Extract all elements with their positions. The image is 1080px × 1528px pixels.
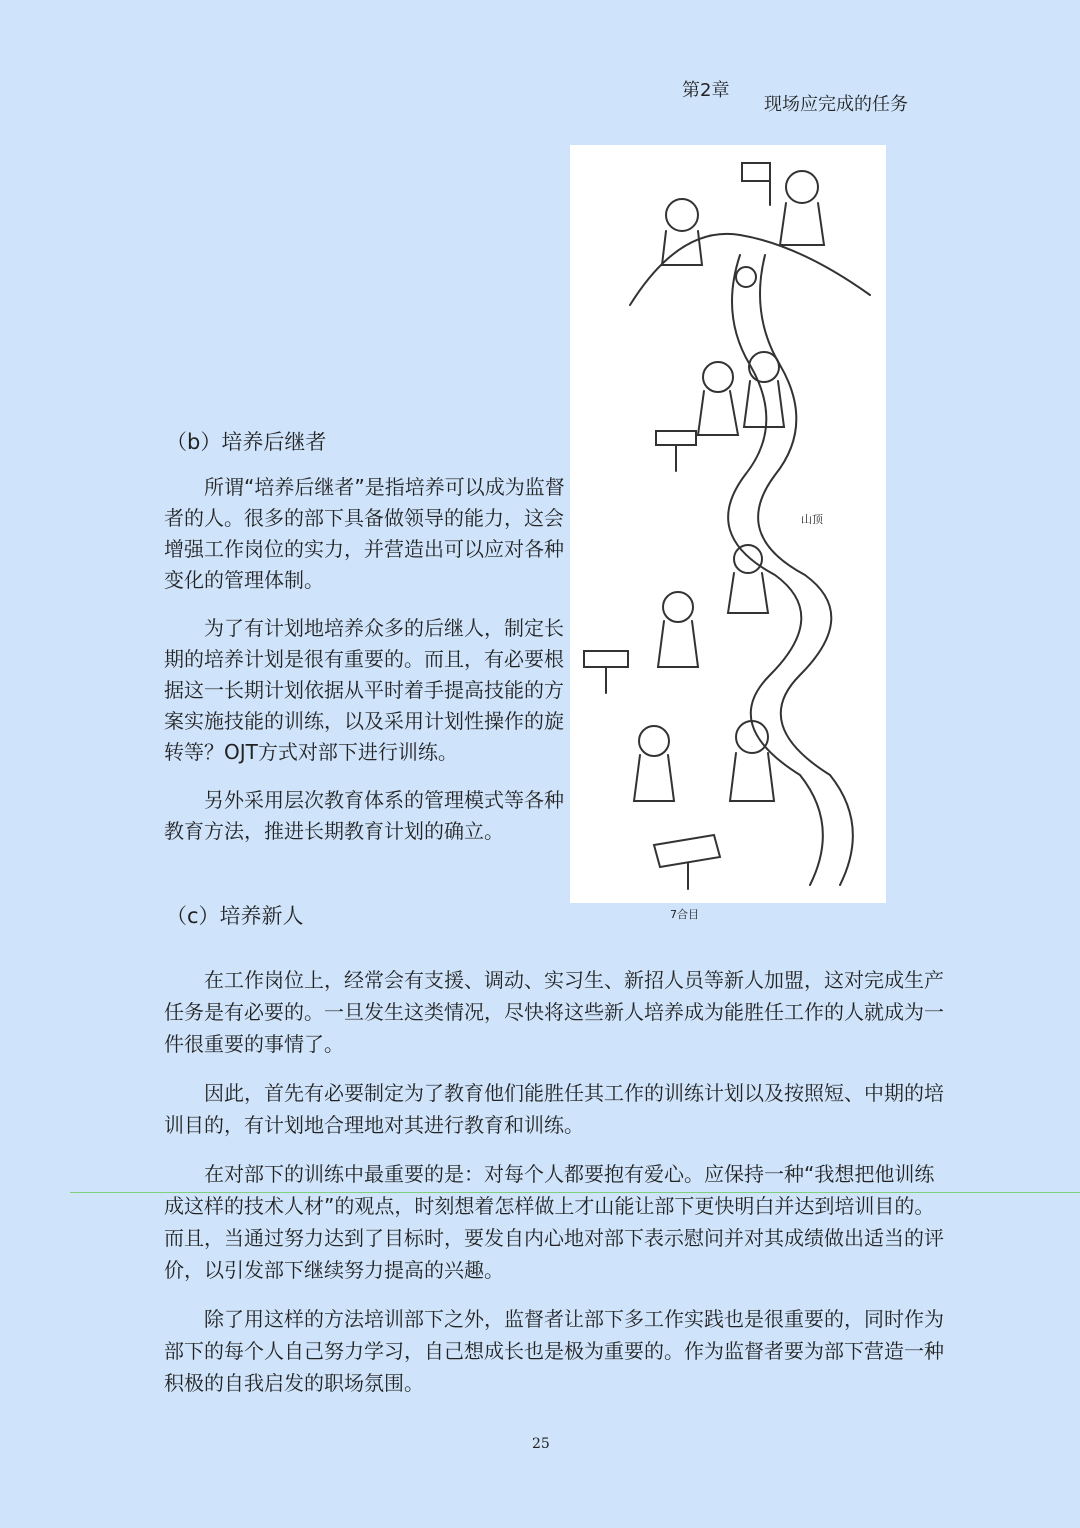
chapter-label: 第2章 [682,80,730,101]
section-b-heading: （b）培养后继者 [166,430,327,454]
paragraph: 在工作岗位上，经常会有支援、调动、实习生、新招人员等新人加盟，这对完成生产任务是有必要的。一旦发生这类情况，尽快将这些新人培养成为能胜任工作的人就成为一件很重要的事情了。 [164,968,944,1056]
page-number: 25 [532,1436,550,1452]
summit-caption: 山顶 [801,513,823,526]
paragraph: 另外采用层次教育体系的管理模式等各种教育方法，推进长期教育计划的确立。 [164,788,564,843]
paragraph: 为了有计划地培养众多的后继人，制定长期的培养计划是很有重要的。而且，有必要根据这一长期计划依据从平时着手提高技能的方案实施技能的训练，以及采用计划性操作的旋转等？OJT方式对部下进行训练。 [164,616,564,764]
section-c-body [164,964,948,1416]
horizontal-divider [70,1192,1080,1193]
section-b-body [164,472,570,864]
paragraph: 所谓“培养后继者”是指培养可以成为监督者的人。很多的部下具备做领导的能力，这会增强工作岗位的实力，并营造出可以应对各种变化的管理体制。 [164,475,565,592]
paragraph: 在对部下的训练中最重要的是：对每个人都要抱有爱心。应保持一种“我想把他训练成这样的技术人材”的观点，时刻想着怎样做上才山能让部下更快明白并达到培训目的。而且，当通过努力达到了目标时，要发自内心地对部下表示慰问并对其成绩做出适当的评价，以引发部下继续努力提高的兴趣。 [164,1162,944,1282]
chapter-title: 现场应完成的任务 [764,94,908,115]
paragraph: 除了用这样的方法培训部下之外，监督者让部下多工作实践也是很重要的，同时作为部下的每个人自己努力学习，自己想成长也是极为重要的。作为监督者要为部下营造一种积极的自我启发的职场氛围。 [164,1307,944,1395]
section-c-heading: （c）培养新人 [166,904,304,928]
mountain-climb-illustration [570,145,886,903]
stage-caption: 7合目 [670,908,699,921]
paragraph: 因此，首先有必要制定为了教育他们能胜任其工作的训练计划以及按照短、中期的培训目的，有计划地合理地对其进行教育和训练。 [164,1081,944,1137]
